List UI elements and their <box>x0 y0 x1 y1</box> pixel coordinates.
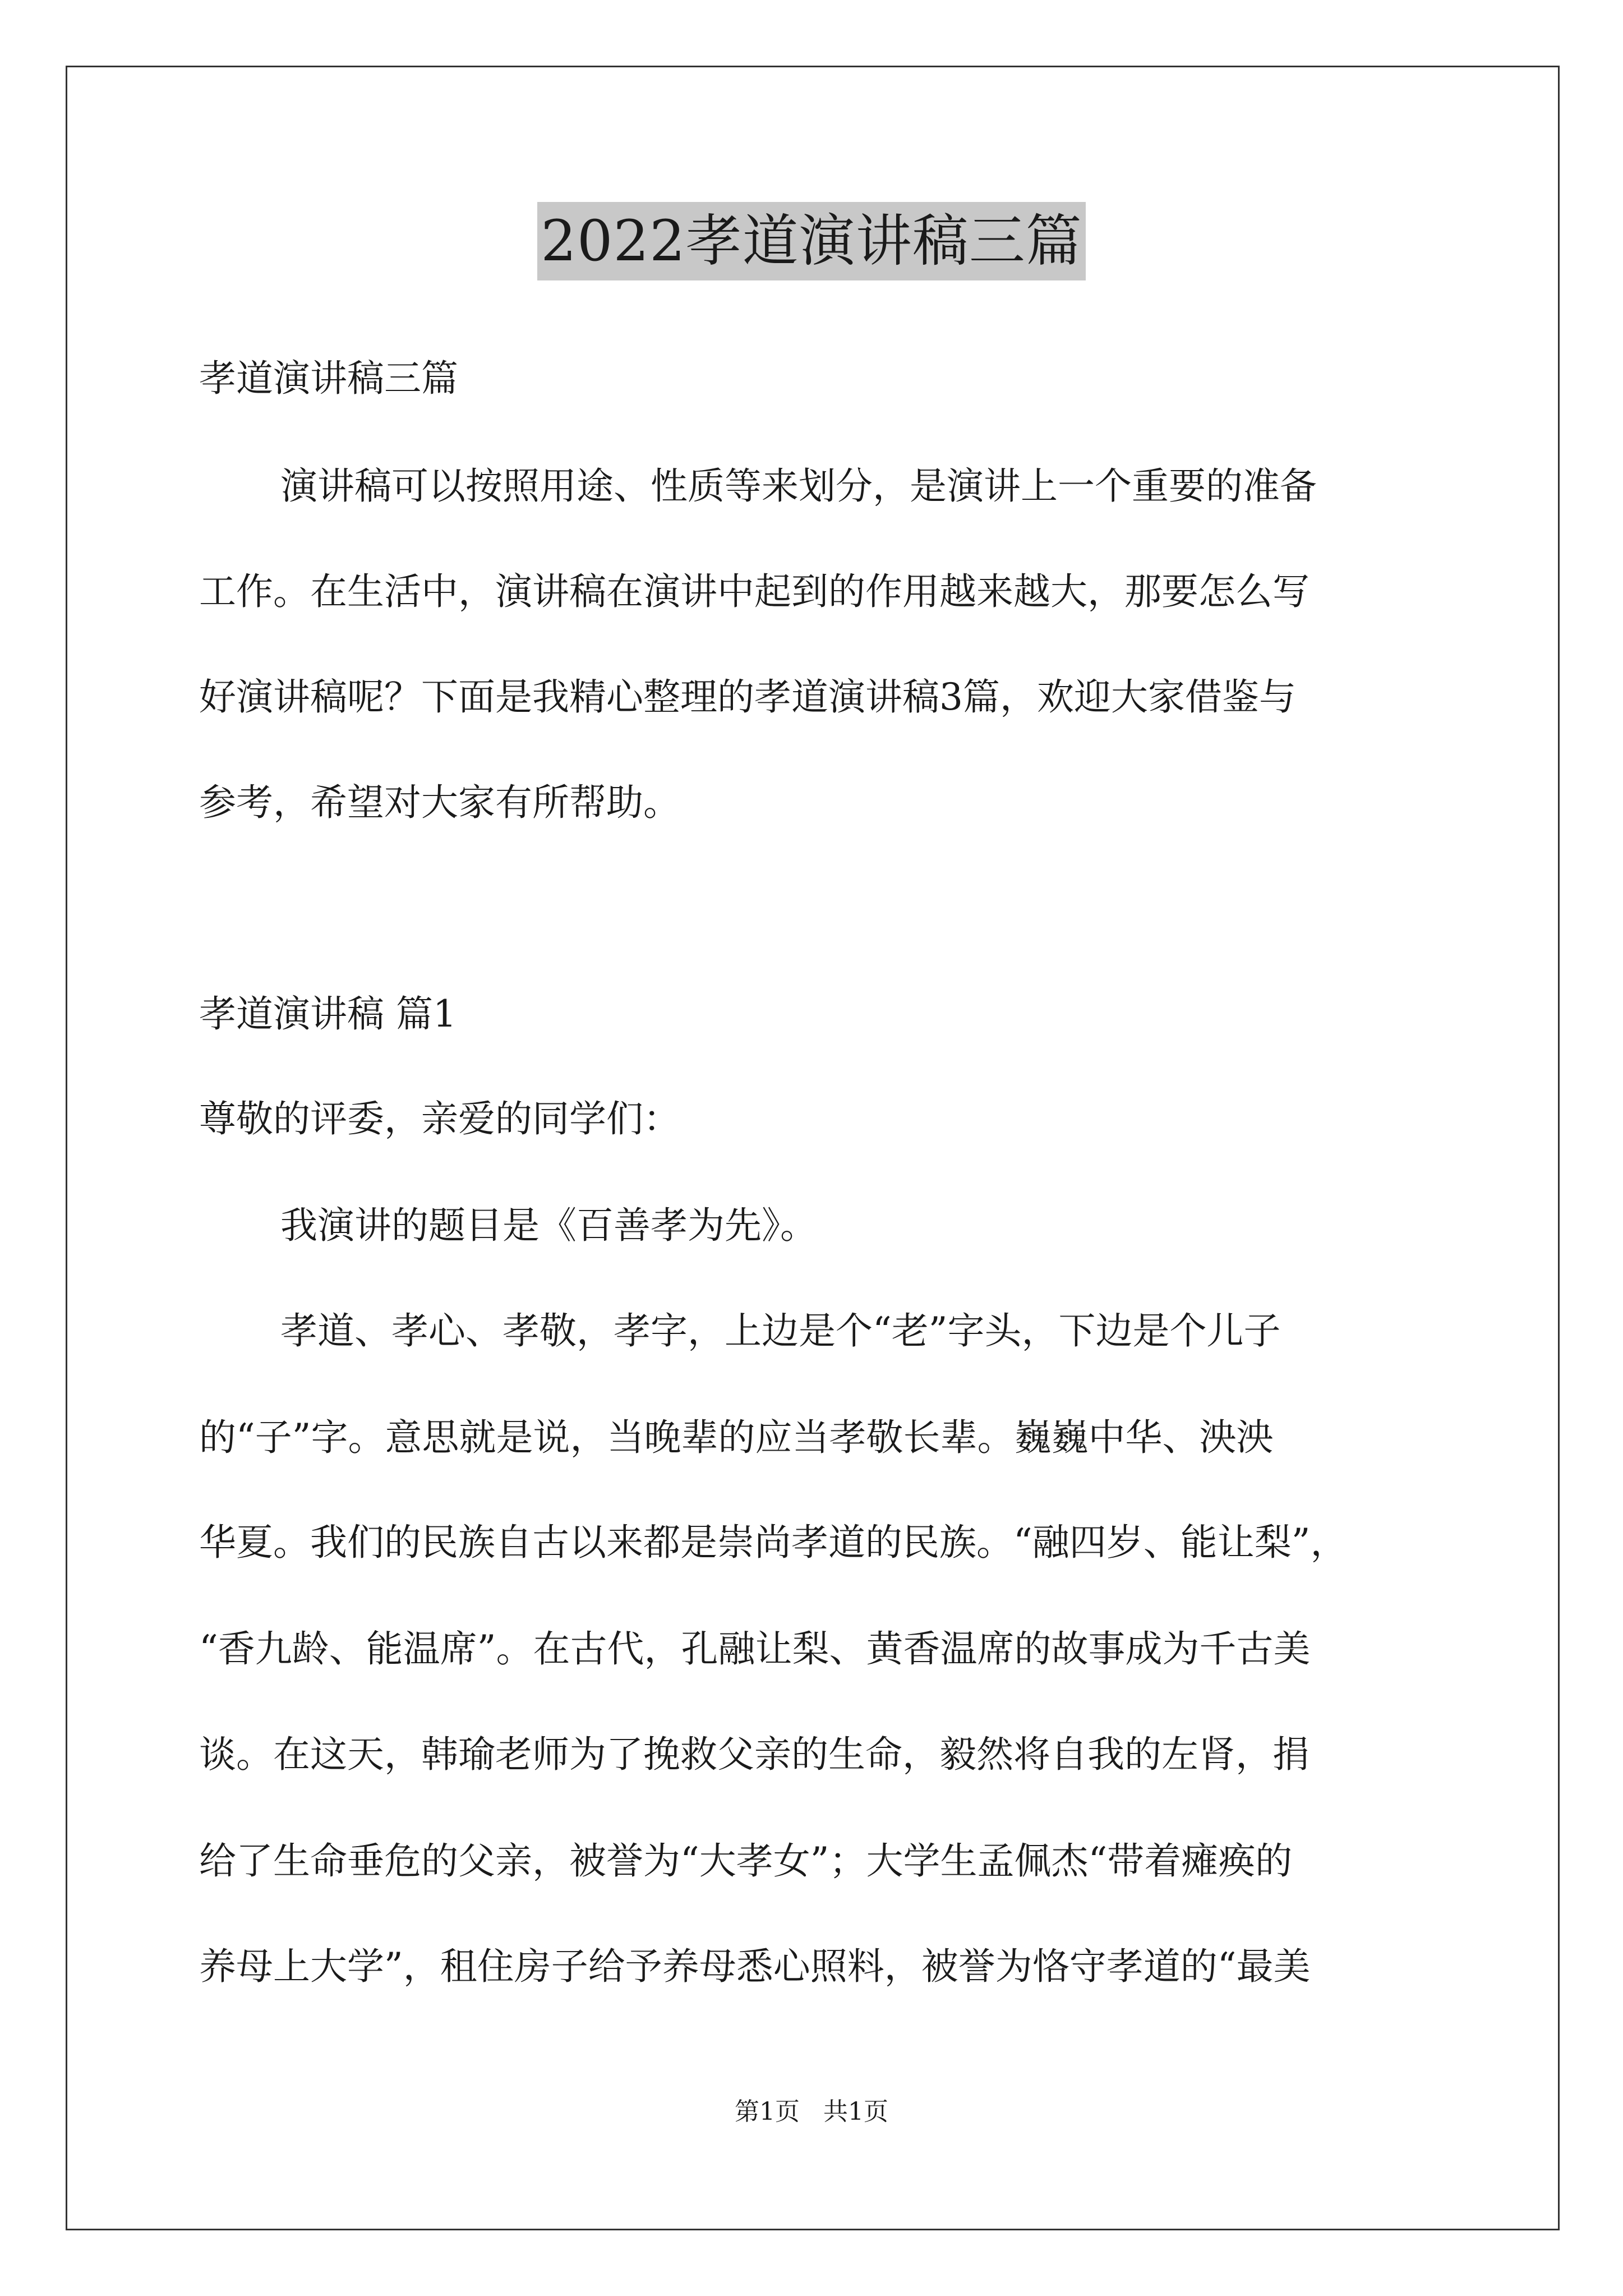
paragraph-line: “香九龄、能温席”。在古代，孔融让梨、黄香温席的故事成为千古美 <box>199 1627 1311 1671</box>
document-title: 2022孝道演讲稿三篇 <box>537 202 1086 280</box>
paragraph-line: 谈。在这天，韩瑜老师为了挽救父亲的生命，毅然将自我的左肾，捐 <box>199 1733 1310 1776</box>
section-heading: 孝道演讲稿 篇1 <box>199 992 457 1036</box>
title-container <box>0 202 1623 280</box>
paragraph-line: 参考，希望对大家有所帮助。 <box>199 781 680 824</box>
paragraph-line: 我演讲的题目是《百善孝为先》。 <box>280 1204 817 1247</box>
page-footer: 第1页 共1页 <box>735 2097 888 2126</box>
paragraph-line: 演讲稿可以按照用途、性质等来划分，是演讲上一个重要的准备 <box>280 464 1317 508</box>
subtitle-line: 孝道演讲稿三篇 <box>199 357 458 400</box>
salutation-line: 尊敬的评委，亲爱的同学们： <box>199 1097 680 1140</box>
paragraph-line: 给了生命垂危的父亲，被誉为“大孝女”；大学生孟佩杰“带着瘫痪的 <box>199 1839 1293 1883</box>
paragraph-line: 的“子”字。意思就是说，当晚辈的应当孝敬长辈。巍巍中华、泱泱 <box>199 1416 1274 1459</box>
paragraph-line: 好演讲稿呢？下面是我精心整理的孝道演讲稿3篇，欢迎大家借鉴与 <box>199 675 1296 719</box>
paragraph-line: 工作。在生活中，演讲稿在演讲中起到的作用越来越大，那要怎么写 <box>199 570 1310 613</box>
paragraph-line: 养母上大学”，租住房子给予养母悉心照料，被誉为恪守孝道的“最美 <box>199 1945 1311 1988</box>
paragraph-line: 华夏。我们的民族自古以来都是崇尚孝道的民族。“融四岁、能让梨”， <box>199 1521 1348 1564</box>
paragraph-line: 孝道、孝心、孝敬，孝字，上边是个“老”字头，下边是个儿子 <box>280 1309 1281 1352</box>
